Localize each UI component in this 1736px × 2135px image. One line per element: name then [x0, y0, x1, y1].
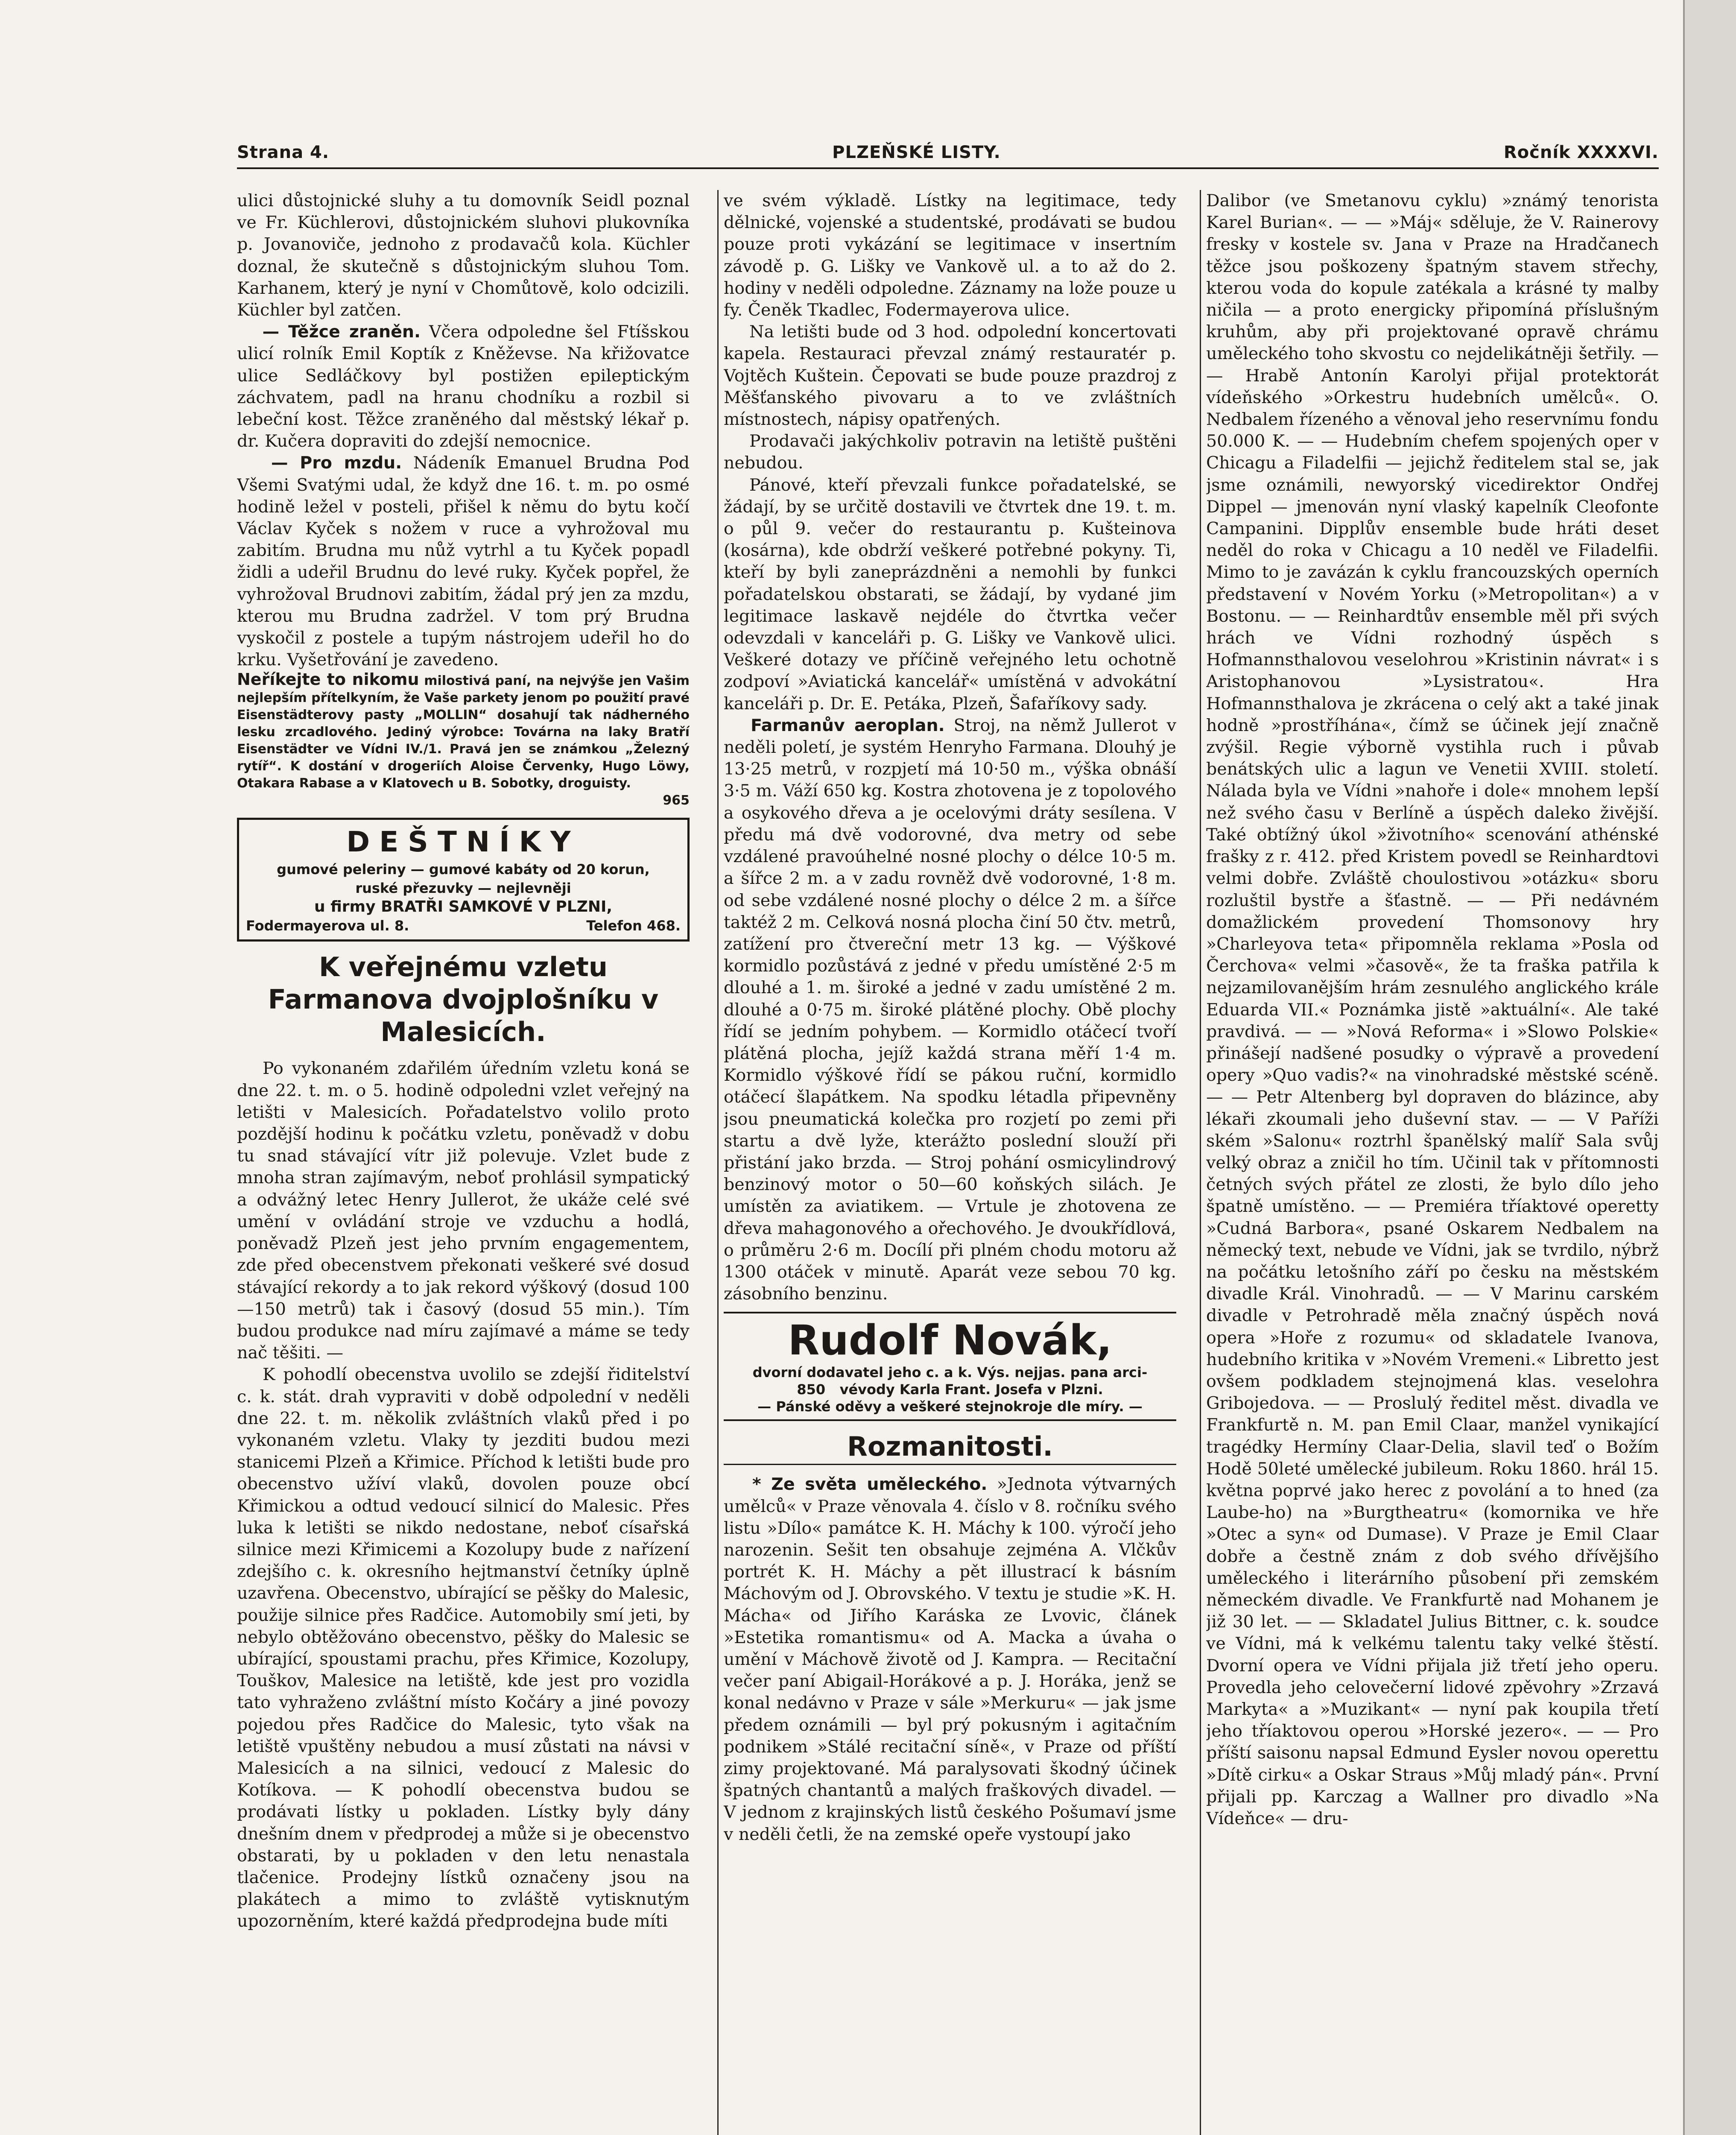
advert-line: vévody Karla Frant. Josefa v Plzni.	[839, 1381, 1103, 1398]
news-heading: — Těžce zraněn.	[262, 322, 421, 342]
advert-phone: Telefon 468.	[586, 918, 681, 934]
article-text: Prodavači jakýchkoliv potravin na letiště puštěni nebudou.	[724, 431, 1176, 473]
advert-line: gumové peleriny — gumové kabáty od 20 korun,	[277, 861, 650, 878]
article-title: K veřejnému vzletu Farmanova dvojplošníku v Malesicích.	[268, 951, 659, 1048]
advert-line: dvorní dodavatel jeho c. a k. Výs. nejjas. pana arci-	[752, 1364, 1148, 1381]
advert-number: 965	[663, 793, 690, 808]
advert-address: Fodermayerova ul. 8.	[246, 918, 409, 934]
news-text: Včera odpoledne šel Ftíšskou ulicí rolník Emil Koptík z Kněževse. Na křižovatce ulice Sedláčkovy byl postižen epileptickým záchvatem, padl na hranu chodníku a rozbil si lebeční kost. Těžce zraněného dal městský lékař p. dr. Kučera dopraviti do zdejší nemocnice.	[237, 322, 690, 451]
news-item	[237, 321, 690, 452]
article-text: Po vykonaném zdařilém úředním vzletu koná se dne 22. t. m. o 5. hodině odpoledni vzlet veřejný na letišti v Malesicích. Pořadatelstvo volilo proto pozdější hodinu k počátku vzletu, poněvadž v dobu tu snad stávající vítr již polevuje. Vzlet bude z mnoha stran zajímavým, neboť prohlásil sympatický a odvážný letec Henry Jullerot, že ukáže celé své umění v ovládání stroje ve vzduchu a hodlá, poněvadž Plzeň jest jeho prvním engagementem, zde před obecenstvem překonati veškeré své dosud stávající rekordy a to jak rekord výškový (dosud 100—150 metrů) tak i časový (dosud 55 min.). Tím budou produkce nad míru zajímavé a máme se tedy nač těšiti. —	[237, 1059, 690, 1363]
column-divider-2	[1200, 190, 1201, 2135]
column-divider-1	[717, 190, 719, 2135]
news-item	[237, 452, 690, 671]
advert-line: — Pánské oděvy a veškeré stejnokroje dle míry. —	[757, 1398, 1143, 1415]
news-heading: * Ze světa uměleckého.	[752, 1474, 988, 1494]
mollin-advert	[237, 671, 690, 792]
article-text: ulici důstojnické sluhy a tu domovník Seidl poznal ve Fr. Küchlerovi, důstojnickém sluhovi plukovníka p. Jovanoviče, jednoho z prodavačů kola. Küchler doznal, že skutečně s důstojnickým sluhou Tom. Karhanem, který je nyní v Chomůtově, kolo odcizili. Küchler byl zatčen.	[237, 191, 690, 320]
advert-line: ruské přezuvky — nejlevněji	[355, 880, 571, 897]
section-title: Rozmanitosti.	[724, 1430, 1176, 1465]
advert-text: milostivá paní, na nejvýše jen Vašim nejlepším přítelkyním, že Vaše parkety jenom po použití pravé Eisenstädterovy pasty „MOLLIN“ dosahují tak nádherného lesku zrcadlového. Jediný výrobce: Továrna na laky Bratří Eisenstädter ve Vídni IV./1. Pravá jen se známkou „Železný rytíř“. K dostání v drogeriích Aloise Červenky, Hugo Löwy, Otakara Rabase a v Klatovech u B. Sobotky, droguisty.	[237, 673, 690, 791]
advert-firm: u firmy BRATŘI SAMKOVÉ V PLZNI,	[314, 898, 613, 916]
header-rule	[237, 167, 1659, 169]
novak-advert	[724, 1312, 1176, 1421]
advert-firm-name: Rudolf Novák,	[788, 1316, 1112, 1365]
news-text: Stroj, na němž Jullerot v neděli poletí, je systém Henryho Farmana. Dlouhý je 13·25 metrů, v rozpjetí má 10·50 m., výška obnáší 3·5 m. Váží 650 kg. Kostra zhotovena je z topolového a osykového dřeva a je ocelovými dráty sesílena. V předu má dvě vodorovné, dva metry od sebe vzdálené pravoúhelné nosné plochy o délce 10·5 m. a šířce 2 m. a v zadu rovněž dvě vodorovné, 1·8 m. od sebe vzdálené nosné plochy o délce 2 m. a šířce taktéž 2 m. Celková nosná plocha činí 50 čtv. metrů, zatížení pro čtvereční metr 13 kg. — Výškové kormidlo pozůstává z jedné v předu umístěné 2·5 m dlouhé a 1. m. široké a jedné v zadu umístěné 2 m. dlouhé a 0·75 m. široké plátěné plochy. Obě plochy řídí se jedním pohybem. — Kormidlo otáčecí tvoří plátěná plocha, jejíž každá strana měří 1·4 m. Kormidlo výškové řídí se pákou ruční, kormidlo otáčecí šlapátkem. Na spodku létadla připevněny jsou pneumatická kolečka pro rozjetí po zemi při startu a dvě lyže, kterážto poslední slouží při přistání jako brzda. — Stroj pohání osmicylindrový benzinový motor o 50—60 koňských silách. Je umístěn za aviatikem. — Vrtule je zhotovena ze dřeva mahagonového a ořechového. Je dvoukřídlová, o průměru 2·6 m. Docílí při plném chodu motoru až 1300 otáček v minutě. Aparát veze sebou 70 kg. zásobního benzinu.	[724, 715, 1176, 1304]
article-text: Na letišti bude od 3 hod. odpolední koncertovati kapela. Restauraci převzal známý restauratér p. Vojtěch Kuštein. Čepovati se bude pouze prazdroj z Měšťanského pivovaru a to ve zvláštních místnostech, nápisy opatřených.	[724, 322, 1176, 430]
article-text: Dalibor (ve Smetanovu cyklu) »známý tenorista Karel Burian«. — — »Máj« sděluje, že V. Rainerovy fresky v kostele sv. Jana v Praze na Hradčanech těžce jsou poškozeny špatným stavem střechy, kterou voda do kopule zatékala a krásné ty malby ničila — a proto energicky připomíná příslušným kruhům, aby při projektované opravě chrámu uměleckého toho skvostu co nejdelikátněji šetřily. — — Hrabě Antonín Karolyi přijal protektorát vídeňského »Orkestru hudebních umělců«. O. Nedbalem řízeného a věnoval jeho reservnímu fondu 50.000 K. — — Hudebním chefem spojených oper v Chicagu a Filadelfii — jejichž ředitelem stal se, jak jsme oznámili, newyorský vicedirektor Ondřej Dippel — jmenován nyní vlaský kapelník Cleofonte Campanini. Dipplův ensemble bude hráti deset neděl do roka v Chicagu a 10 neděl ve Filadelfii. Mimo to je zavázán k cyklu francouzských operních představení v Novém Yorku (»Metropolitan«) a v Bostonu. — — Reinhardtův ensemble měl při svých hrách ve Vídni rozhodný úspěch s Hofmannsthalovou veselohrou »Kristinin návrat« i s Aristophanovou »Lysistratou«. Hra Hofmannsthalova je zkrácena o celý akt a také jinak hodně »prostříhána«, čímž se účinek její značně zvýšil. Regie výborně vystihla ruch i půvab benátských ulic a lagun ve Venetii XVIII. století. Nálada byla ve Vídni »nahoře i dole« mnohem lepší než svého času v Berlíně a úspěch daleko živější. Také obtížný úkol »životního« scenování athénské frašky z r. 412. před Kristem povedl se Reinhardtovi velmi dobře. Zvláště choulostivou »otázku« sboru rozluštil bystře a šťastně. — — Při nedávném domažlickém provedení Thomsonovy hry »Charleyova teta« připomněla reklama »Posla od Čerchova« velmi »časově«, že ta fraška patřila k nejzamilovanějším hrám zesnulého anglického krále Eduarda VII.« Poznámka jistě »aktuální«. Ale také pravdivá. — — »Nová Reforma« i »Slowo Polskie« přinášejí nadšené posudky o výpravě a provedení opery »Quo vadis?« na vinohradské městské scéně. — — Petr Altenberg byl dopraven do blázince, aby lékaři zkoumali jeho duševní stav. — — V Paříži ském »Salonu« roztrhl španělský malíř Sala svůj velký obraz a zničil ho tím. Učinil tak v přítomnosti četných svých přátel ze zlosti, že bylo dílo jeho špatně umístěno. — — Premiéra tříaktové operetty »Cudná Barbora«, psané Oskarem Nedbalem na německý text, nebude ve Vídni, jak se tvrdilo, nýbrž na počátku letošního září po česku na městském divadle Král. Vinohradů. — — V Marinu carském divadle v Petrohradě měla značný úspěch nová opera »Hoře z rozumu« od skladatele Ivanova, hudebního kritika v »Novém Vremeni.« Libretto jest ovšem podkladem stejnojmená klas. veselohra Gribojedova. — — Proslulý ředitel měst. divadla ve Frankfurtě n. M. pan Emil Claar, manžel vynikající tragédky Hermíny Claar-Delia, slavil teď o Božím Hodě 50leté umělecké jubileum. Roku 1860. hrál 15. května poprvé jako herec z povolání a to hned (za Laube-ho) na »Burgtheatru« (komornika ve hře »Otec a syn« od Dumase). V Praze je Emil Claar dobře a čestně znám z dob svého dřívějšího uměleckého i literárního působení při zemském německém divadle. Ve Frankfurtě nad Mohanem je již 30 let. — — Skladatel Julius Bittner, c. k. soudce ve Vídni, má k velkému talentu taky velké štěstí. Dvorní opera ve Vídni přijala již třetí jeho operu. Provedla jeho celovečerní lidové zpěvohry »Zrzavá Markyta« a »Muzikant« — nyní pak koupila třetí jeho tříaktovou operou »Horské jezero«. — — Pro příští saisonu napsal Edmund Eysler novou operettu »Dítě cirku« a Oskar Straus »Můj mladý pán«. První přijali pp. Karczag a Wallner pro divadlo »Na Vídeňce« — dru-	[1206, 191, 1659, 1829]
advert-title: DEŠTNÍKY	[346, 825, 580, 859]
advert-footer	[246, 916, 681, 935]
advert-heading: Neříkejte to nikomu	[237, 670, 419, 689]
column-3	[1206, 190, 1659, 2135]
umbrella-advert-box	[237, 818, 690, 942]
article-text: K pohodlí obecenstva uvolilo se zdejší řiditelství c. k. stát. drah vypraviti v době odpolední v neděli dne 22. t. m. několik zvláštních vlaků před i po vykonaném vzletu. Vlaky ty jezditi budou mezi stanicemi Plzeň a Křimice. Příchod k letišti bude pro obecenstvo užíví vlaků, dovolen pouze obcí Křimickou a odtud vedoucí silnicí do Malesic. Přes luka k letišti se nikdo nedostane, neboť císařská silnice mezi Křimicemi a Kozolupy bude z nařízení zdejšího c. k. okresního hejtmanství četníky úplně uzavřena. Obecenstvo, ubírající se pěšky do Malesic, použije silnice přes Radčice. Automobily smí jeti, by nebylo obtěžováno obecenstvo, pěšky do Malesic se ubírající, spoustami prachu, přes Křimice, Kozolupy, Touškov, Malesice na letiště, kde jest pro vozidla tato vyhraženo zvláštní místo Kočáry a jiné povozy pojedou přes Radčice do Malesic, tyto však na letiště vpuštěny nebudou a musí zůstati na návsi v Malesicích a na silnici, vedoucí z Malesic do Kotíkova. — K pohodlí obecenstva budou se prodávati lístky u pokladen. Lístky byly dány dnešním dnem v předprodej a může si je obecenstvo obstarati, by u pokladen v den letu nenastala tlačenice. Prodejny lístků označeny jsou na plakátech a mimo to zvláště vytisknutým upozorněním, které každá předprodejna bude míti	[237, 1365, 690, 1931]
advert-line-2	[724, 1381, 1176, 1398]
newspaper-title: PLZEŇSKÉ LISTY.	[832, 143, 1001, 162]
page-header	[237, 137, 1659, 162]
news-text: Nádeník Emanuel Brudna Pod Všemi Svatými udal, že když dne 16. t. m. po osmé hodině ležel v posteli, přišel k němu do bytu kočí Václav Kyček s nožem v ruce a vyhrožoval mu zabitím. Brudna mu nůž vytrhl a tu Kyček popadl židli a udeřil Brudnu do levé ruky. Kyček popřel, že vyhrožoval Brudnovi zabitím, žádal prý jen za mzdu, kterou mu Brudna zadržel. V tom prý Brudna vyskočil z postele a tupým nástrojem udeřil ho do krku. Vyšetřování je zavedeno.	[237, 453, 690, 670]
column-2	[724, 190, 1176, 2135]
page-number: Strana 4.	[237, 143, 330, 162]
news-item	[724, 1474, 1176, 1845]
advert-number: 850	[797, 1381, 826, 1398]
news-item	[724, 715, 1176, 1305]
article-text: ve svém výkladě. Lístky na legitimace, tedy dělnické, vojenské a studentské, prodávati se budou pouze proti vykázání se legitimace v insertním závodě p. G. Lišky ve Vankově ul. a to až do 2. hodiny v neděli odpoledne. Záznamy na lože pouze u fy. Čeněk Tkadlec, Fodermayerova ulice.	[724, 191, 1176, 320]
scan-right-border	[1683, 0, 1736, 2135]
article-text: Pánové, kteří převzali funkce pořadatelské, se žádají, by se určitě dostavili ve čtvrtek dne 19. t. m. o půl 9. večer do restaurantu p. Kušteinova (kosárna), kde obdrží veškeré potřebné pokyny. Ti, kteří by byli zaneprázdněni a nemohli by funkci pořadatelskou obstarati, se žádají, by vydané jim legitimace laskavě nejdéle do čtvrtka večer odevzdali v kanceláři p. G. Lišky ve Vankově ulici. Veškeré dotazy ve příčině veřejného letu ochotně zodpoví »Aviatická kancelář« umístěná v advokátní kanceláři p. Dr. E. Petáka, Plzeň, Šafaříkovy sady.	[724, 475, 1176, 714]
news-heading: — Pro mzdu.	[271, 453, 402, 473]
column-1	[237, 190, 690, 2135]
volume-number: Ročník XXXXVI.	[1503, 143, 1659, 162]
news-text: »Jednota výtvarných umělců« v Praze věnovala 4. číslo v 8. ročníku svého listu »Dílo« památce K. H. Máchy k 100. výročí jeho narozenin. Sešit ten obsahuje zejména A. Vlčkův portrét K. H. Máchy a pět illustrací k básním Máchovým od J. Obrovského. V textu je studie »K. H. Mácha« od Jiřího Karáska ze Lvovic, článek »Estetika romantismu« od A. Macka a úvaha o umění v Máchově životě od J. Kampra. — Recitační večer paní Abigail-Horákové a p. J. Horáka, jenž se konal nedávno v Praze v sále »Merkuru« — jak jsme předem oznámili — byl prý pokusným i agitačním podnikem »Stálé recitační síně«, v Praze od příští zimy projektované. Má paralysovati škodný účinek špatných chantantů a malých fraškových divadel. — V jednom z krajinských listů českého Pošumaví jsme v neděli četli, že na zemské opeře vystoupí jako	[724, 1474, 1176, 1844]
news-heading: Farmanův aeroplan.	[751, 715, 945, 735]
